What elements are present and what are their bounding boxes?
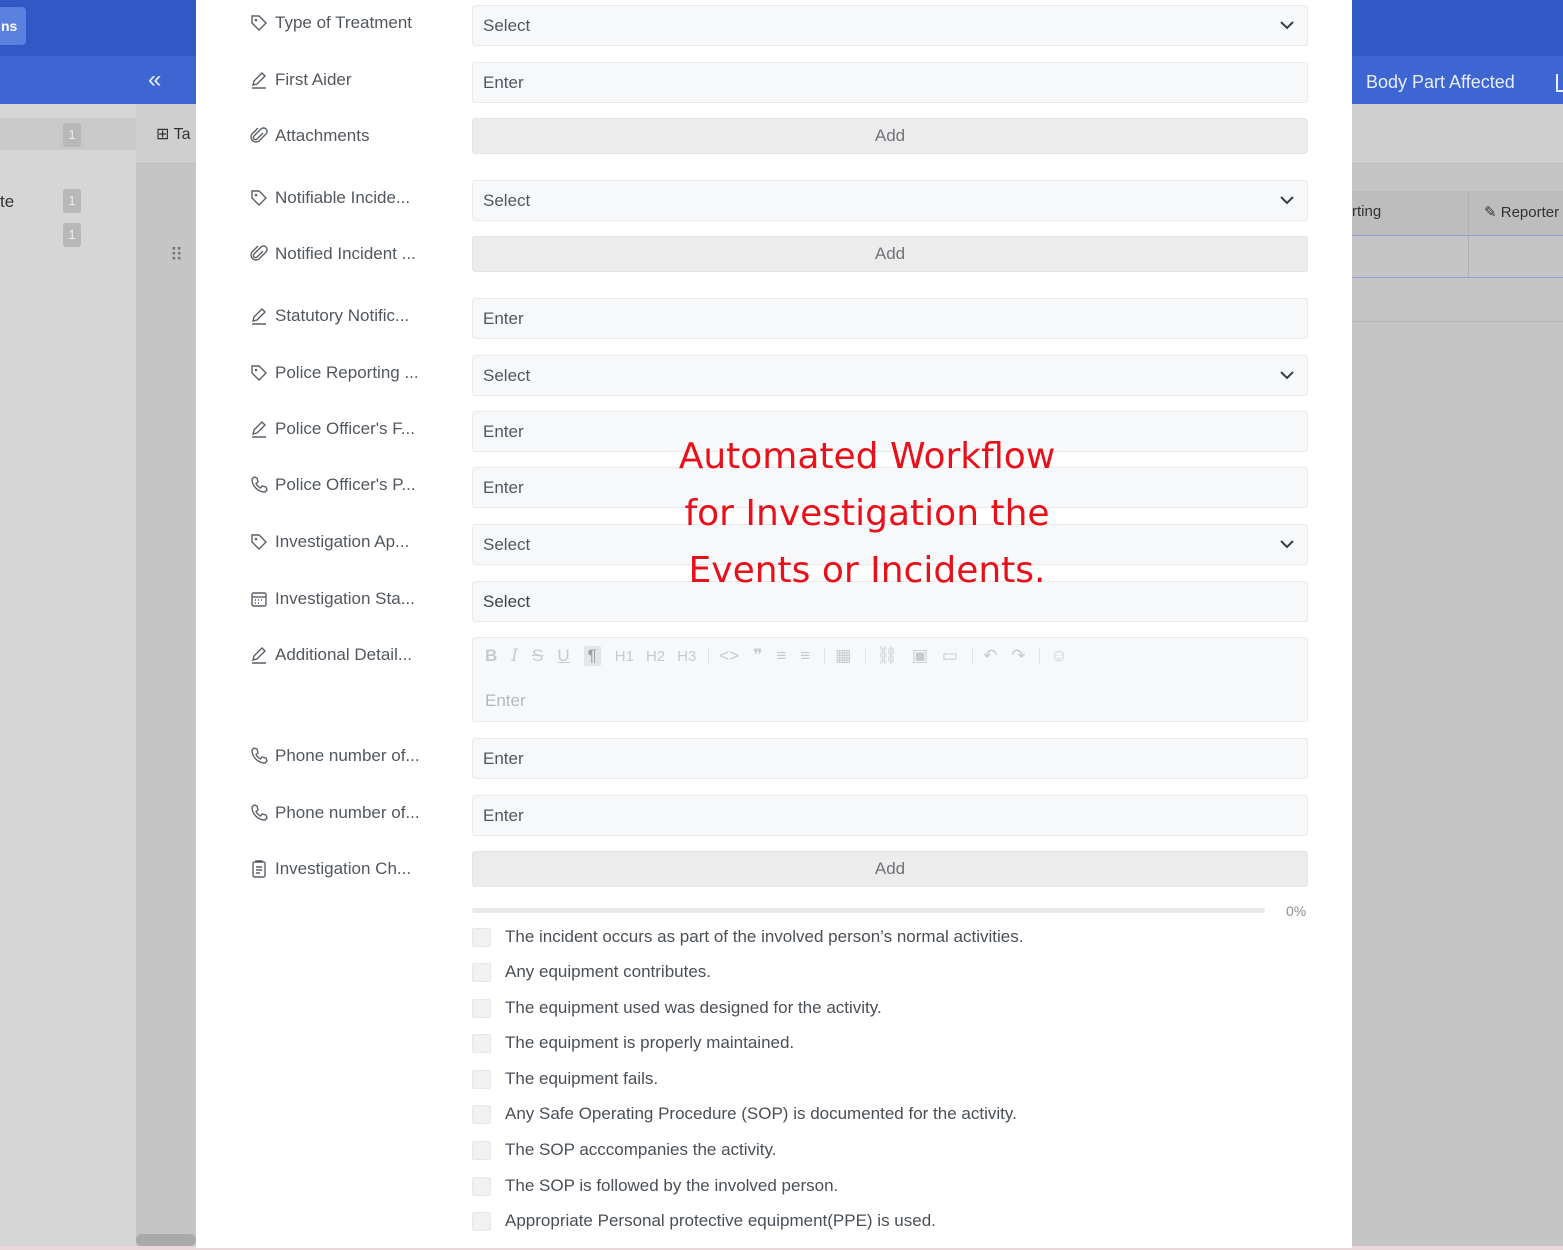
- field-label-row: [249, 746, 420, 766]
- field-label-row: [249, 188, 410, 208]
- drag-handle-icon[interactable]: ⠿: [170, 245, 182, 265]
- field-label-row: [249, 306, 409, 326]
- checkbox[interactable]: [472, 963, 491, 982]
- checklist-progress-bar: [472, 908, 1265, 913]
- annotation-line: for Investigation the: [684, 493, 1050, 534]
- field-label: Investigation Ch...: [275, 859, 412, 878]
- field-label-row: [249, 532, 409, 552]
- field-label: Police Officer's F...: [275, 419, 415, 438]
- button-label: Add: [874, 126, 906, 145]
- button-label: Add: [874, 859, 906, 878]
- table-row[interactable]: [1352, 278, 1563, 322]
- chevron-down-icon: [1279, 194, 1295, 206]
- checklist-item-label: The equipment used was designed for the activity.: [505, 998, 882, 1017]
- table-icon[interactable]: ▦: [835, 646, 852, 665]
- tag-icon: [249, 188, 269, 208]
- sidebar-item-label[interactable]: te: [0, 192, 15, 211]
- field-label: Notified Incident ...: [275, 244, 416, 263]
- toolbar-divider: [824, 647, 825, 665]
- editor-toolbar: [485, 646, 1082, 666]
- input-placeholder: Enter: [483, 422, 524, 441]
- field-label-row: [249, 859, 411, 879]
- underline-button[interactable]: U: [557, 646, 570, 665]
- checklist-item-label: Any Safe Operating Procedure (SOP) is documented for the activity.: [505, 1104, 1017, 1123]
- editor-placeholder: Enter: [485, 691, 526, 710]
- field-label-row: [249, 589, 415, 609]
- field-label-row: [249, 126, 370, 146]
- checklist-item[interactable]: [472, 998, 882, 1018]
- checklist-icon: [249, 859, 269, 879]
- statutory-notification-input[interactable]: [472, 298, 1308, 339]
- calendar-icon: [249, 589, 269, 609]
- pencil-icon: [249, 419, 269, 439]
- column-header-reporter[interactable]: [1484, 203, 1559, 221]
- undo-icon[interactable]: ↶: [982, 646, 998, 665]
- redo-icon[interactable]: ↷: [1011, 646, 1026, 665]
- checklist-item-label: Appropriate Personal protective equipment(PPE) is used.: [505, 1211, 936, 1230]
- phone-icon: [249, 746, 269, 766]
- emoji-icon[interactable]: ☺: [1050, 646, 1068, 665]
- type-of-treatment-select[interactable]: [472, 5, 1308, 46]
- phone-number-input-1[interactable]: [472, 738, 1308, 779]
- attachments-add-button[interactable]: [472, 118, 1308, 154]
- horizontal-scrollbar[interactable]: [136, 1234, 196, 1246]
- phone-icon: [249, 475, 269, 495]
- sidebar: [0, 104, 136, 1250]
- checklist-item[interactable]: [472, 1104, 1017, 1124]
- select-value: Select: [483, 535, 531, 554]
- checklist-item-label: The equipment fails.: [505, 1069, 659, 1088]
- field-label-row: [249, 244, 416, 264]
- select-value: Select: [483, 16, 531, 35]
- investigation-checklist-add-button[interactable]: [472, 851, 1308, 887]
- table-row[interactable]: [1352, 236, 1563, 278]
- italic-button[interactable]: I: [511, 646, 518, 666]
- first-aider-input[interactable]: [472, 62, 1308, 103]
- heading3-button[interactable]: H3: [677, 647, 697, 665]
- checklist-item-label: The equipment is properly maintained.: [505, 1033, 795, 1052]
- field-label-row: [249, 803, 420, 823]
- field-label: Notifiable Incide...: [275, 188, 411, 207]
- toolbar-divider: [865, 647, 866, 665]
- top-bar-button[interactable]: ns: [0, 7, 26, 45]
- heading2-button[interactable]: H2: [645, 647, 666, 665]
- checklist-progress-value: 0%: [1286, 903, 1307, 919]
- code-icon[interactable]: <>: [719, 646, 740, 665]
- field-label: Type of Treatment: [275, 13, 413, 32]
- checklist-item[interactable]: [472, 1033, 794, 1053]
- video-icon[interactable]: ▭: [941, 646, 958, 665]
- field-label: Additional Detail...: [275, 645, 413, 664]
- checkbox[interactable]: [472, 999, 491, 1018]
- field-label: Police Officer's P...: [275, 475, 416, 494]
- heading1-button[interactable]: H1: [614, 647, 634, 665]
- notified-incident-add-button[interactable]: [472, 236, 1308, 272]
- header-tab-body-part-affected[interactable]: Body Part Affected: [1366, 72, 1515, 92]
- police-reporting-select[interactable]: [472, 355, 1308, 396]
- table-icon: ⊞: [156, 126, 170, 143]
- checklist-item-label: Any equipment contributes.: [505, 962, 712, 981]
- column-header-police-reporting[interactable]: rting: [1352, 203, 1382, 220]
- annotation-line: Automated Workflow: [678, 436, 1056, 477]
- tag-icon: [249, 13, 269, 33]
- annotation-line: Events or Incidents.: [688, 550, 1046, 591]
- field-label-row: [249, 13, 412, 33]
- chevron-down-icon: [1279, 19, 1295, 31]
- checklist-item[interactable]: [472, 1069, 658, 1089]
- pencil-icon: [249, 70, 269, 90]
- field-label: First Aider: [275, 70, 352, 89]
- checkbox[interactable]: [472, 1177, 491, 1196]
- phone-number-input-2[interactable]: [472, 795, 1308, 836]
- column-header-reporter-label: Reporter: [1500, 204, 1560, 221]
- toolbar-divider: [708, 647, 709, 665]
- checklist-item[interactable]: [472, 1140, 777, 1160]
- field-label: Investigation Ap...: [275, 532, 410, 551]
- paragraph-button[interactable]: ¶: [584, 646, 601, 666]
- field-label: Phone number of...: [275, 746, 420, 765]
- chevron-down-icon: [1279, 369, 1295, 381]
- checklist-item-label: The SOP acccompanies the activity.: [505, 1140, 777, 1159]
- toolbar-divider: [972, 647, 973, 665]
- image-icon[interactable]: ▣: [911, 646, 928, 665]
- input-placeholder: Enter: [483, 806, 524, 825]
- checklist-item-label: The incident occurs as part of the involved person’s normal activities.: [505, 927, 1024, 946]
- tab-table-label: Ta: [173, 126, 191, 143]
- pencil-icon: [249, 306, 269, 326]
- phone-icon: [249, 803, 269, 823]
- tag-icon: [249, 363, 269, 383]
- date-value: Select: [483, 592, 531, 611]
- select-value: Select: [483, 366, 531, 385]
- input-placeholder: Enter: [483, 478, 524, 497]
- sidebar-count-badge: 1: [63, 123, 81, 147]
- annotation-overlay-text: [656, 428, 1078, 599]
- checklist-item-label: The SOP is followed by the involved person.: [505, 1176, 839, 1195]
- toolbar-divider: [1039, 647, 1040, 665]
- checkbox[interactable]: [472, 1105, 491, 1124]
- field-label: Police Reporting ...: [275, 363, 419, 382]
- quote-icon[interactable]: ❞: [753, 646, 763, 665]
- select-value: Select: [483, 191, 531, 210]
- additional-details-editor[interactable]: [472, 637, 1308, 722]
- numbered-list-icon[interactable]: ≡: [800, 646, 811, 665]
- link-icon[interactable]: ⛓: [876, 646, 898, 665]
- chevron-down-icon: [1279, 538, 1295, 550]
- collapse-sidebar-icon[interactable]: «: [148, 66, 162, 93]
- tab-table-view[interactable]: [156, 124, 190, 144]
- checkbox[interactable]: [472, 1070, 491, 1089]
- notifiable-incident-select[interactable]: [472, 180, 1308, 221]
- record-form-modal: [196, 0, 1352, 1248]
- chart-icon[interactable]: [1556, 74, 1563, 92]
- pencil-icon: [249, 645, 269, 665]
- checkbox[interactable]: [472, 928, 491, 947]
- input-placeholder: Enter: [483, 309, 524, 328]
- field-label: Attachments: [275, 126, 370, 145]
- sidebar-count-badge: 1: [63, 223, 81, 247]
- field-label: Investigation Sta...: [275, 589, 415, 608]
- button-label: Add: [874, 244, 906, 263]
- checkbox[interactable]: [472, 1141, 491, 1160]
- pencil-icon: ✎: [1484, 204, 1497, 221]
- field-label-row: [249, 475, 416, 495]
- bullet-list-icon[interactable]: ≡: [776, 646, 787, 665]
- paperclip-icon: [249, 126, 269, 146]
- checkbox[interactable]: [472, 1212, 491, 1231]
- checklist-item[interactable]: [472, 1176, 838, 1196]
- field-label-row: [249, 70, 352, 90]
- strikethrough-button[interactable]: S: [532, 646, 544, 665]
- checklist-item[interactable]: [472, 1211, 936, 1231]
- checklist-item[interactable]: [472, 962, 711, 982]
- field-label: Phone number of...: [275, 803, 420, 822]
- input-placeholder: Enter: [483, 749, 524, 768]
- sidebar-count-badge: 1: [63, 189, 81, 213]
- checklist-item[interactable]: [472, 927, 1023, 947]
- input-placeholder: Enter: [483, 73, 524, 92]
- field-label: Statutory Notific...: [275, 306, 410, 325]
- bold-button[interactable]: B: [485, 646, 498, 665]
- field-label-row: [249, 645, 412, 665]
- field-label-row: [249, 419, 415, 439]
- checkbox[interactable]: [472, 1034, 491, 1053]
- paperclip-icon: [249, 244, 269, 264]
- field-label-row: [249, 363, 419, 383]
- tag-icon: [249, 532, 269, 552]
